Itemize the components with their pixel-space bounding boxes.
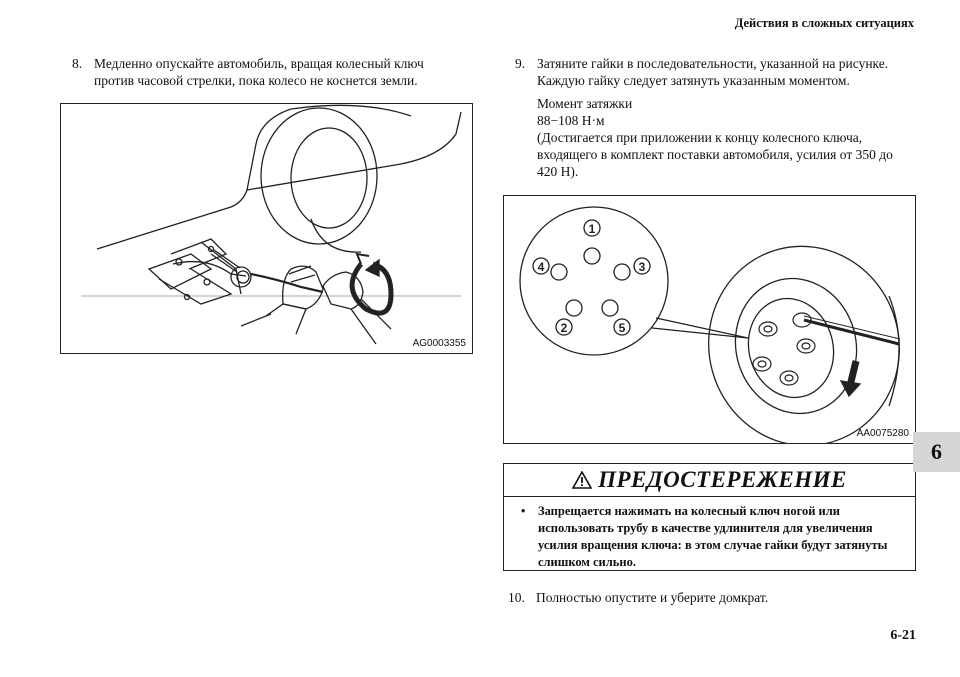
svg-text:3: 3: [638, 260, 646, 274]
step-text: Затяните гайки в последовательности, указанной на рисунке. Каждую гайку следует затянуть указанным моментом.: [537, 56, 889, 88]
nut-number-1: [584, 220, 600, 236]
svg-text:5: 5: [618, 321, 626, 335]
section-header: Действия в сложных ситуациях: [734, 16, 914, 30]
warning-box: [503, 463, 916, 571]
step-number: 10.: [508, 590, 525, 605]
warning-text: Запрещается нажимать на колесный ключ ногой или использовать трубу в качестве удлинителя для увеличения усилия вращения ключа: в этом случае гайки будут затянуты слишком сильно.: [538, 504, 888, 569]
warning-body: [504, 497, 915, 571]
svg-text:1: 1: [588, 222, 596, 236]
nut-number-4: [533, 258, 549, 274]
step-8: [72, 55, 460, 89]
wheel-nut-figure: [503, 195, 916, 444]
step-9: [515, 55, 910, 180]
warning-header: [504, 464, 915, 497]
jack-illustration: [61, 104, 472, 353]
warning-triangle-icon: [572, 471, 592, 489]
torque-note: (Достигается при приложении к концу колесного ключа, входящего в комплект поставки автомобиля, усилия от 350 до 420 Н).: [537, 130, 893, 179]
step-text: Медленно опускайте автомобиль, вращая колесный ключ против часовой стрелки, пока колесо не коснется земли.: [94, 56, 424, 88]
torque-label: Момент затяжки: [537, 96, 633, 111]
figure-code: AA0075280: [856, 428, 909, 439]
step-text: Полностью опустите и уберите домкрат.: [536, 590, 769, 605]
svg-text:2: 2: [560, 321, 568, 335]
nut-number-2: [556, 319, 572, 335]
svg-text:4: 4: [537, 260, 545, 274]
bullet: •: [521, 504, 526, 518]
nut-number-3: [634, 258, 650, 274]
step-10: [508, 589, 908, 606]
torque-value: 88−108 Н·м: [537, 113, 605, 128]
chapter-tab: 6: [913, 432, 960, 472]
step-number: 9.: [515, 56, 526, 71]
nut-number-5: [614, 319, 630, 335]
jack-figure: [60, 103, 473, 354]
step-number: 8.: [72, 56, 83, 71]
figure-code: AG0003355: [412, 338, 466, 349]
nut-sequence-illustration: [504, 196, 915, 443]
warning-title: ПРЕДОСТЕРЕЖЕНИЕ: [598, 467, 847, 492]
page-number: 6-21: [890, 628, 916, 643]
